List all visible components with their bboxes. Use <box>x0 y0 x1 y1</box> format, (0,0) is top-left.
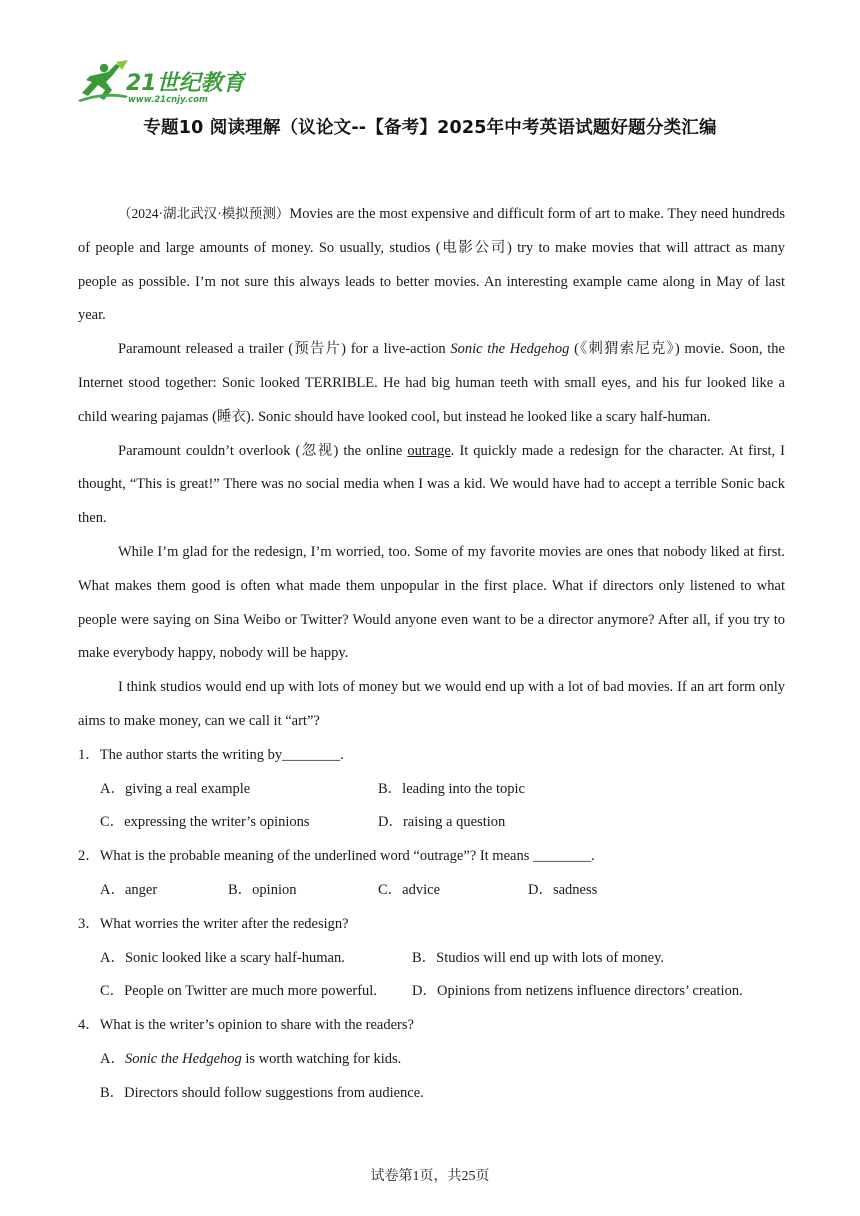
logo-url-text: www.21cnjy.com <box>128 95 208 105</box>
paragraph-text: Movies are the most expensive and difficult form of art to make. They need hundreds of people and large amounts of money. So usually, studios (电影公司) try to make movies that will attract as many people as possible. I’m not sure this always leads to better movies. An interesting example came along in May of last year. <box>78 206 785 324</box>
passage-paragraph-4: While I’m glad for the redesign, I’m worried, too. Some of my favorite movies are ones that nobody liked at first. What makes them good is often what made them unpopular in the first place. What if directors only listened to what people were saying on Sina Weibo or Twitter? Would anyone even want to be a director anymore? After all, if you try to make everybody happy, nobody will be happy. <box>78 543 785 662</box>
passage-paragraph-3 <box>78 435 785 536</box>
question-1: 1．The author starts the writing by________. <box>78 746 344 763</box>
option-a: A．anger <box>100 881 158 898</box>
option-c: C．expressing the writer’s opinions <box>100 814 310 831</box>
logo-brand-text: 21世纪教育 <box>126 71 245 96</box>
option-a: A．Sonic looked like a scary half-human. <box>100 949 345 966</box>
question-4-option-b: B．Directors should follow suggestions from audience. <box>100 1084 424 1101</box>
question-2-options-row <box>78 874 785 908</box>
movie-title: Sonic the Hedgehog <box>450 341 570 358</box>
source-tag: （2024·湖北武汉·模拟预测） <box>118 206 290 221</box>
paragraph-text: Paramount couldn’t overlook (忽视) the online <box>118 442 408 459</box>
passage-paragraph-5: I think studios would end up with lots of money but we would end up with a lot of bad movies. If an art form only aims to make money, can we call it “art”? <box>78 679 785 729</box>
option-a: A．giving a real example <box>100 780 251 797</box>
underlined-word: outrage <box>407 442 451 459</box>
passage-paragraph-1 <box>78 197 785 333</box>
paragraph-text: (《刺猬索尼克》) movie. Soon, the Internet stood together: Sonic looked TERRIBLE. He had big human teeth with small eyes, and his fur looked like a child wearing pajamas (睡衣). Sonic should have looked cool, but instead he looked like a scary half-human. <box>78 341 785 425</box>
option-b: B．leading into the topic <box>378 780 525 797</box>
site-logo <box>76 60 246 106</box>
page-title: 专题10 阅读理解（议论文--【备考】2025年中考英语试题好题分类汇编 <box>143 118 717 138</box>
runner-icon <box>78 60 128 102</box>
option-b: B．Studios will end up with lots of money. <box>412 949 665 966</box>
page-footer: 试卷第1页，共25页 <box>370 1169 490 1184</box>
option-text: is worth watching for kids. <box>241 1050 402 1067</box>
option-d: D．raising a question <box>378 814 506 831</box>
option-c: C．People on Twitter are much more powerful. <box>100 983 377 1000</box>
option-d: D．Opinions from netizens influence directors’ creation. <box>412 983 743 1000</box>
question-1-options-row-2 <box>78 806 785 840</box>
document-body <box>78 197 785 1111</box>
logo-graphic <box>76 60 246 106</box>
passage-paragraph-2 <box>78 333 785 434</box>
option-b: B．opinion <box>228 881 297 898</box>
question-3-options-row-1 <box>78 942 785 976</box>
paragraph-text: Paramount released a trailer (预告片) for a live-action <box>118 341 451 358</box>
question-3-options-row-2 <box>78 975 785 1009</box>
question-1-options-row-1 <box>78 773 785 807</box>
paragraph-text: . It quickly made a redesign for the character. At first, I thought, “This is great!” There was no social media when I was a kid. We would have had to accept a terrible Sonic back then. <box>78 442 785 527</box>
movie-title: Sonic the Hedgehog <box>124 1050 242 1067</box>
question-3: 3．What worries the writer after the redesign? <box>78 915 349 932</box>
question-2: 2．What is the probable meaning of the underlined word “outrage”? It means ________. <box>78 848 595 865</box>
option-d: D．sadness <box>528 881 598 898</box>
option-c: C．advice <box>378 881 441 898</box>
option-label: A． <box>100 1050 125 1067</box>
question-4-option-a <box>78 1043 785 1077</box>
question-4: 4．What is the writer’s opinion to share with the readers? <box>78 1017 414 1034</box>
